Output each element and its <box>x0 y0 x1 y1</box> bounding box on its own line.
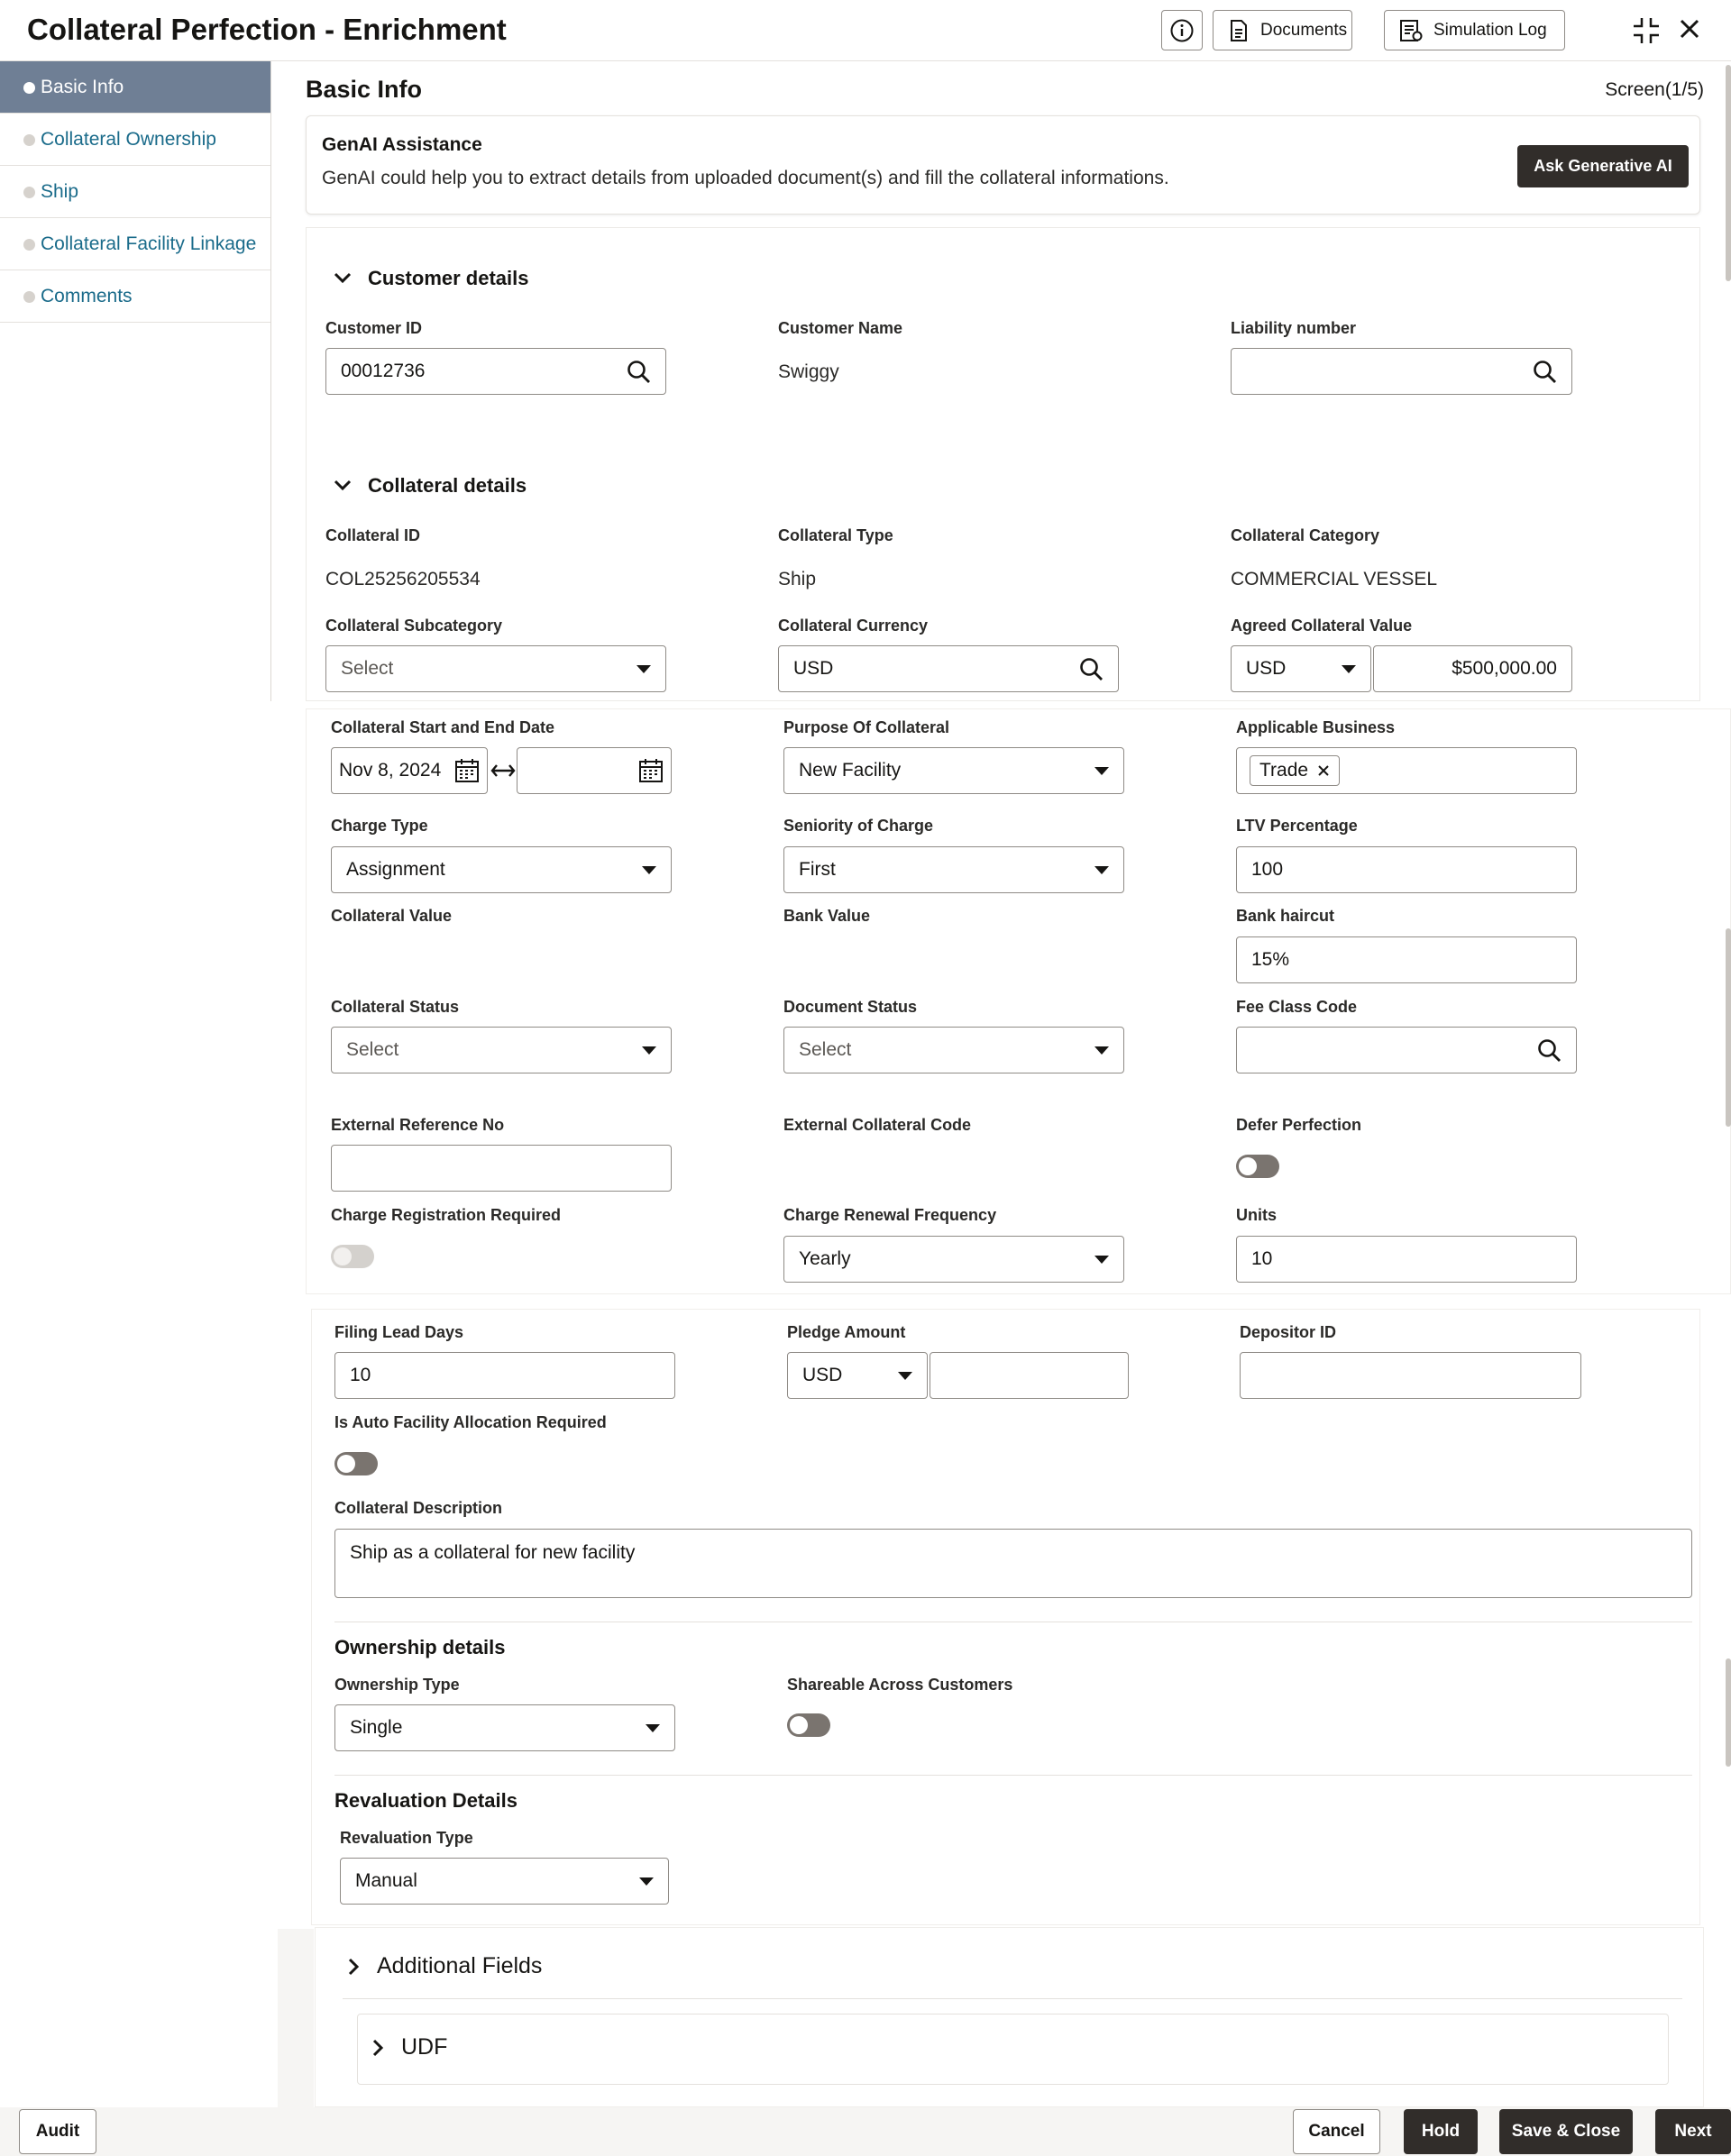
document-status-select[interactable] <box>783 1027 1124 1073</box>
info-button[interactable] <box>1161 10 1203 50</box>
filing-lead-days-value: 10 <box>350 1365 371 1385</box>
defer-perfection-toggle[interactable] <box>1236 1155 1279 1178</box>
nav-label: Collateral Ownership <box>41 128 216 150</box>
nav-item-collateral-ownership[interactable] <box>0 114 270 166</box>
charge-renewal-value: Yearly <box>799 1248 851 1269</box>
nav-item-basic-info[interactable] <box>0 61 270 114</box>
collateral-subcategory-label: Collateral Subcategory <box>325 617 503 635</box>
bank-haircut-label: Bank haircut <box>1236 907 1335 925</box>
dropdown-caret-icon <box>1094 1046 1109 1055</box>
revaluation-details-title: Revaluation Details <box>334 1789 517 1812</box>
seniority-select[interactable] <box>783 846 1124 893</box>
document-icon <box>1228 19 1250 42</box>
start-date-field[interactable] <box>331 747 488 794</box>
customer-id-value: 00012736 <box>341 361 426 381</box>
additional-fields-title: Additional Fields <box>377 1953 543 1978</box>
collateral-subcategory-select[interactable] <box>325 645 666 692</box>
step-dot-icon <box>23 187 35 198</box>
collateral-description-textarea[interactable]: Ship as a collateral for new facility <box>334 1529 1692 1598</box>
collateral-details-toggle[interactable] <box>334 474 527 498</box>
collateral-status-value: Select <box>346 1039 399 1060</box>
collateral-subcategory-value: Select <box>341 658 394 679</box>
auto-allocation-label: Is Auto Facility Allocation Required <box>334 1413 607 1431</box>
dropdown-caret-icon <box>898 1372 912 1380</box>
collateral-status-label: Collateral Status <box>331 998 460 1016</box>
search-icon[interactable] <box>1532 359 1557 384</box>
genai-text: GenAI could help you to extract details from uploaded document(s) and fill the collateral informations. <box>322 168 1169 188</box>
customer-name-value: Swiggy <box>778 361 839 382</box>
additional-fields-toggle[interactable] <box>348 1953 542 1979</box>
step-dot-icon <box>23 82 35 94</box>
scrollbar-thumb[interactable] <box>1726 928 1731 1127</box>
fee-class-code-label: Fee Class Code <box>1236 998 1358 1016</box>
agreed-currency-value: USD <box>1246 658 1287 679</box>
bank-haircut-input[interactable] <box>1236 936 1577 983</box>
nav-item-ship[interactable] <box>0 166 270 218</box>
applicable-business-label: Applicable Business <box>1236 718 1396 736</box>
dropdown-caret-icon <box>1342 665 1356 673</box>
step-dot-icon <box>23 239 35 251</box>
collateral-category-value: COMMERCIAL VESSEL <box>1231 569 1438 589</box>
agreed-collateral-value-label: Agreed Collateral Value <box>1231 617 1413 635</box>
dropdown-caret-icon <box>1094 866 1109 874</box>
ownership-type-label: Ownership Type <box>334 1676 460 1694</box>
app-header <box>0 0 1731 61</box>
ltv-label: LTV Percentage <box>1236 817 1358 835</box>
collateral-type-label: Collateral Type <box>778 526 893 544</box>
defer-perfection-label: Defer Perfection <box>1236 1116 1362 1134</box>
auto-allocation-toggle[interactable] <box>334 1452 378 1475</box>
filing-lead-days-input[interactable] <box>334 1352 675 1399</box>
agreed-currency-select[interactable] <box>1231 645 1371 692</box>
udf-title: UDF <box>401 2034 448 2060</box>
dropdown-caret-icon <box>1094 767 1109 775</box>
pledge-currency-select[interactable] <box>787 1352 928 1399</box>
pledge-amount-label: Pledge Amount <box>787 1323 906 1341</box>
document-status-label: Document Status <box>783 998 918 1016</box>
revaluation-type-select[interactable] <box>340 1858 669 1905</box>
shareable-toggle[interactable] <box>787 1713 830 1737</box>
dropdown-caret-icon <box>642 1046 656 1055</box>
simulation-log-label: Simulation Log <box>1433 20 1547 40</box>
shareable-label: Shareable Across Customers <box>787 1676 1013 1694</box>
ownership-type-value: Single <box>350 1717 403 1738</box>
filing-lead-days-label: Filing Lead Days <box>334 1323 464 1341</box>
search-icon[interactable] <box>1078 656 1104 681</box>
chevron-right-icon <box>372 2039 385 2057</box>
charge-registration-label: Charge Registration Required <box>331 1206 562 1224</box>
collateral-currency-label: Collateral Currency <box>778 617 929 635</box>
collateral-id-value: COL25256205534 <box>325 569 481 589</box>
business-chip <box>1250 755 1340 786</box>
collateral-category-label: Collateral Category <box>1231 526 1380 544</box>
pledge-currency-value: USD <box>802 1365 843 1385</box>
ltv-input[interactable] <box>1236 846 1577 893</box>
applicable-business-field[interactable] <box>1236 747 1577 794</box>
step-dot-icon <box>23 291 35 303</box>
section-divider <box>334 1775 1692 1776</box>
revaluation-type-label: Revaluation Type <box>340 1829 473 1847</box>
charge-registration-toggle[interactable] <box>331 1245 374 1268</box>
customer-details-toggle[interactable] <box>334 267 529 290</box>
charge-type-value: Assignment <box>346 859 445 880</box>
close-icon[interactable] <box>1679 18 1700 40</box>
screen-counter: Screen(1/5) <box>1605 79 1704 100</box>
seniority-value: First <box>799 859 836 880</box>
customer-id-label: Customer ID <box>325 319 423 337</box>
units-input[interactable] <box>1236 1236 1577 1283</box>
page-title: Basic Info <box>306 76 423 103</box>
background-strip <box>278 1929 314 2109</box>
seniority-label: Seniority of Charge <box>783 817 934 835</box>
fee-class-code-field[interactable] <box>1236 1027 1577 1073</box>
ltv-value: 100 <box>1251 859 1284 880</box>
info-icon <box>1169 18 1195 43</box>
depositor-id-input[interactable] <box>1240 1352 1581 1399</box>
section-divider <box>343 1998 1682 1999</box>
depositor-id-label: Depositor ID <box>1240 1323 1337 1341</box>
calendar-icon[interactable] <box>454 758 480 783</box>
collateral-currency-value: USD <box>793 658 834 679</box>
external-reference-label: External Reference No <box>331 1116 505 1134</box>
business-chip-label: Trade <box>1259 760 1309 781</box>
liability-number-field[interactable] <box>1231 348 1572 395</box>
step-navigation <box>0 61 271 701</box>
step-dot-icon <box>23 134 35 146</box>
collateral-status-select[interactable] <box>331 1027 672 1073</box>
documents-label: Documents <box>1260 20 1348 40</box>
next-button[interactable]: Next <box>1655 2109 1731 2154</box>
dropdown-caret-icon <box>646 1724 660 1732</box>
date-range-arrow-icon <box>490 763 516 779</box>
search-icon[interactable] <box>626 359 651 384</box>
end-date-field[interactable] <box>517 747 672 794</box>
simulation-log-button[interactable] <box>1384 10 1565 50</box>
customer-collateral-panel <box>306 227 1700 701</box>
units-value: 10 <box>1251 1248 1273 1269</box>
nav-item-collateral-facility-linkage[interactable] <box>0 218 270 270</box>
udf-toggle[interactable] <box>372 2034 447 2060</box>
ask-generative-ai-button[interactable]: Ask Generative AI <box>1517 145 1689 187</box>
bank-haircut-value: 15% <box>1251 949 1290 970</box>
chevron-down-icon <box>334 272 352 285</box>
purpose-value: New Facility <box>799 760 902 781</box>
search-icon[interactable] <box>1536 1037 1562 1063</box>
ownership-details-title: Ownership details <box>334 1636 506 1658</box>
collateral-value-label: Collateral Value <box>331 907 453 925</box>
scrollbar-thumb[interactable] <box>1726 1658 1731 1767</box>
purpose-select[interactable] <box>783 747 1124 794</box>
audit-button[interactable]: Audit <box>19 2109 96 2154</box>
scrollbar-thumb[interactable] <box>1726 65 1731 281</box>
nav-item-comments[interactable] <box>0 270 270 323</box>
remove-chip-icon[interactable] <box>1317 764 1330 777</box>
dropdown-caret-icon <box>637 665 651 673</box>
bank-value-label: Bank Value <box>783 907 871 925</box>
cancel-button[interactable]: Cancel <box>1293 2109 1380 2154</box>
dropdown-caret-icon <box>642 866 656 874</box>
customer-id-field[interactable] <box>325 348 666 395</box>
genai-title: GenAI Assistance <box>322 134 482 155</box>
collateral-details-lower <box>311 1309 1700 1925</box>
log-icon <box>1399 19 1423 42</box>
external-collateral-code-label: External Collateral Code <box>783 1116 972 1134</box>
collateral-details-title: Collateral details <box>368 474 527 497</box>
nav-label: Ship <box>41 180 79 202</box>
nav-label: Comments <box>41 285 133 306</box>
collateral-id-label: Collateral ID <box>325 526 421 544</box>
chevron-down-icon <box>334 480 352 492</box>
calendar-icon[interactable] <box>638 758 664 783</box>
revaluation-type-value: Manual <box>355 1870 417 1891</box>
pledge-amount-input[interactable] <box>930 1352 1129 1399</box>
documents-button[interactable] <box>1213 10 1352 50</box>
app-title: Collateral Perfection - Enrichment <box>27 13 507 46</box>
collateral-description-label: Collateral Description <box>334 1499 503 1517</box>
dropdown-caret-icon <box>1094 1256 1109 1264</box>
document-status-value: Select <box>799 1039 852 1060</box>
ownership-type-select[interactable] <box>334 1704 675 1751</box>
save-close-button[interactable]: Save & Close <box>1499 2109 1633 2154</box>
charge-renewal-select[interactable] <box>783 1236 1124 1283</box>
chevron-right-icon <box>348 1958 361 1976</box>
charge-renewal-label: Charge Renewal Frequency <box>783 1206 997 1224</box>
start-date-value: Nov 8, 2024 <box>339 760 442 781</box>
collateral-type-value: Ship <box>778 569 817 589</box>
external-reference-input[interactable] <box>331 1145 672 1192</box>
dropdown-caret-icon <box>639 1877 654 1886</box>
hold-button[interactable]: Hold <box>1404 2109 1478 2154</box>
purpose-label: Purpose Of Collateral <box>783 718 950 736</box>
nav-label: Collateral Facility Linkage <box>41 233 257 254</box>
agreed-value: $500,000.00 <box>1452 658 1557 679</box>
udf-panel <box>357 2014 1669 2085</box>
collapse-icon[interactable] <box>1632 16 1661 45</box>
units-label: Units <box>1236 1206 1277 1224</box>
charge-type-label: Charge Type <box>331 817 428 835</box>
charge-type-select[interactable] <box>331 846 672 893</box>
customer-details-title: Customer details <box>368 267 529 289</box>
agreed-value-input[interactable] <box>1373 645 1572 692</box>
collateral-currency-field[interactable] <box>778 645 1119 692</box>
liability-number-label: Liability number <box>1231 319 1357 337</box>
genai-panel <box>306 115 1700 215</box>
nav-label: Basic Info <box>41 76 124 97</box>
customer-name-label: Customer Name <box>778 319 903 337</box>
collateral-dates-label: Collateral Start and End Date <box>331 718 555 736</box>
